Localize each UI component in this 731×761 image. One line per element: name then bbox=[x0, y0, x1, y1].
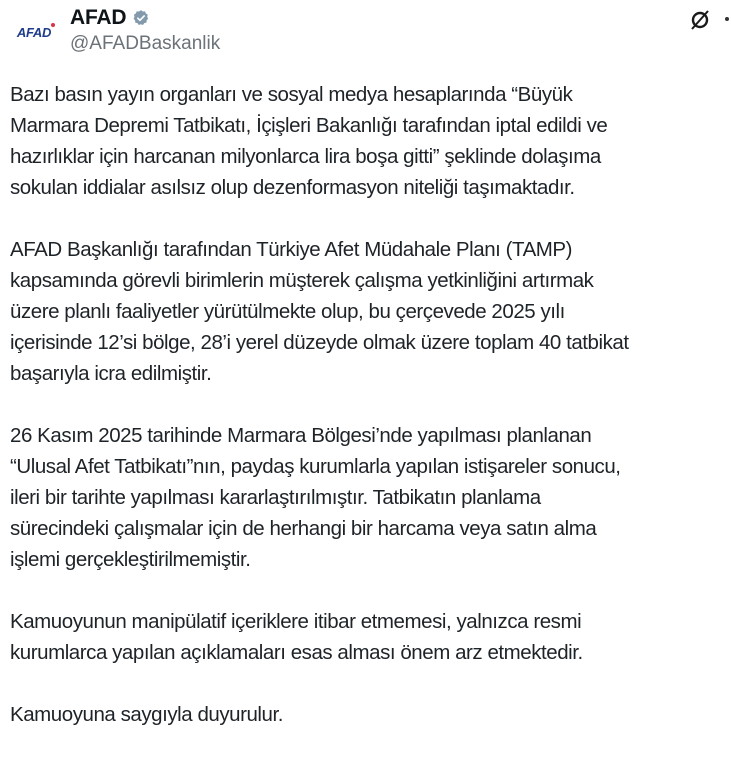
text-line: sürecindeki çalışmalar için de herhangi bir harcama veya satın alma bbox=[10, 517, 597, 540]
text-line: “Ulusal Afet Tatbikatı”nın, paydaş kurumlarla yapılan istişareler sonucu, bbox=[10, 455, 621, 478]
text-line: Marmara Depremi Tatbikatı, İçişleri Bakanlığı tarafından iptal edildi ve bbox=[10, 114, 608, 137]
text-line: kapsamında görevli birimlerin müşterek çalışma yetkinliğini artırmak bbox=[10, 269, 594, 292]
text-line: üzere planlı faaliyetler yürütülmekte olup, bu çerçevede 2025 yılı bbox=[10, 300, 565, 323]
text-line: Kamuoyunun manipülatif içeriklere itibar etmemesi, yalnızca resmi bbox=[10, 610, 582, 633]
author-display-name[interactable]: AFAD bbox=[70, 6, 127, 29]
text-line: işlemi gerçekleştirilmemiştir. bbox=[10, 548, 251, 571]
text-line: hazırlıklar için harcanan milyonlarca lira boşa gitti” şeklinde dolaşıma bbox=[10, 145, 601, 168]
text-line: Bazı basın yayın organları ve sosyal medya hesaplarında “Büyük bbox=[10, 83, 573, 106]
text-line: içerisinde 12’si bölge, 28’i yerel düzeyde olmak üzere toplam 40 tatbikat bbox=[10, 331, 629, 354]
paragraph-3 bbox=[10, 420, 731, 575]
text-line: başarıyla icra edilmiştir. bbox=[10, 362, 212, 385]
logo-accent-dot bbox=[51, 23, 55, 27]
paragraph-2 bbox=[10, 234, 731, 389]
avatar[interactable] bbox=[10, 14, 58, 50]
avatar-logo-text: AFAD bbox=[16, 24, 52, 40]
text-line: ileri bir tarihte yapılması kararlaştırılmıştır. Tatbikatın planlama bbox=[10, 486, 541, 509]
post-text bbox=[10, 79, 731, 761]
more-options-icon[interactable] bbox=[725, 17, 729, 21]
text-line: 26 Kasım 2025 tarihinde Marmara Bölgesi’nde yapılması planlanan bbox=[10, 424, 592, 447]
text-line: sokulan iddialar asılsız olup dezenformasyon niteliği taşımaktadır. bbox=[10, 176, 575, 199]
grok-icon[interactable] bbox=[688, 8, 712, 32]
text-line: AFAD Başkanlığı tarafından Türkiye Afet Müdahale Planı (TAMP) bbox=[10, 238, 573, 261]
paragraph-5 bbox=[10, 699, 731, 730]
text-line: kurumlarca yapılan açıklamaları esas alması önem arz etmektedir. bbox=[10, 641, 583, 664]
text-line: Kamuoyuna saygıyla duyurulur. bbox=[10, 703, 283, 726]
author-handle[interactable]: @AFADBaskanlik bbox=[70, 33, 221, 54]
afad-logo bbox=[17, 25, 51, 40]
verified-badge-icon[interactable] bbox=[132, 9, 150, 27]
author-name-row bbox=[70, 6, 150, 30]
paragraph-1 bbox=[10, 79, 731, 203]
paragraph-4 bbox=[10, 606, 731, 668]
post-header bbox=[0, 0, 731, 62]
